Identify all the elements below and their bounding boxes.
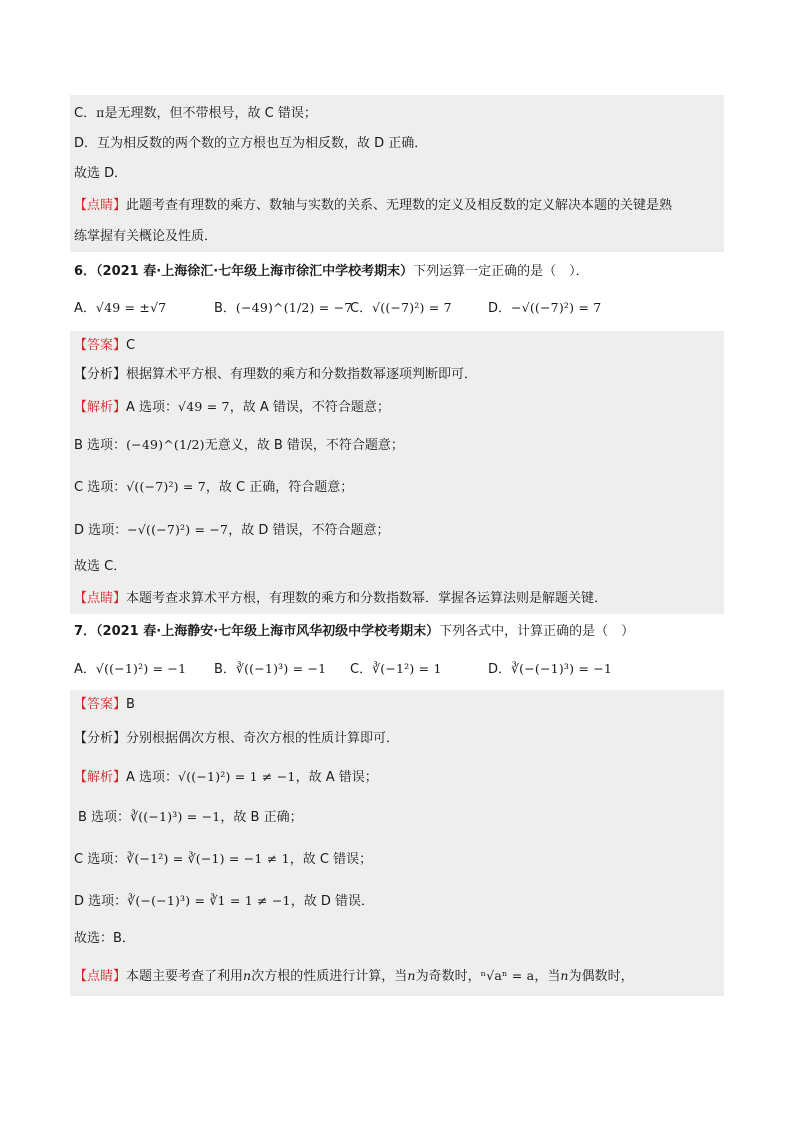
q7-stem bbox=[70, 619, 724, 645]
q7-answer bbox=[70, 690, 724, 719]
q6-options bbox=[70, 294, 724, 322]
q7-source: （2021 春·上海静安·七年级上海市风华初级中学校考期末） bbox=[96, 624, 440, 639]
q6-option-b: B．(−49)^(1/2) = −7 bbox=[214, 300, 353, 316]
option-c-prefix: C． bbox=[74, 106, 97, 121]
comment-text: 此题考查有理数的乘方、数轴与实数的关系、无理数的定义及相反数的定义解决本题的关键是熟 bbox=[126, 198, 673, 213]
q7-solution-c: C 选项：∛(−1²) = ∛(−1) = −1 ≠ 1，故 C 错误； bbox=[70, 839, 724, 879]
q6-stem-text: 下列运算一定正确的是（ ）． bbox=[413, 264, 589, 279]
analysis-tag: 【分析】 bbox=[74, 367, 127, 382]
q6-number: 6． bbox=[74, 264, 97, 279]
q7-stem-text: 下列各式中，计算正确的是（ ） bbox=[439, 624, 635, 639]
q5-option-d-explanation: D．互为相反数的两个数的立方根也互为相反数，故 D 正确． bbox=[70, 131, 724, 157]
q7-comment: 【点睛】本题主要考查了利用n次方根的性质进行计算，当n为奇数时，ⁿ√aⁿ = a，当n为偶数时， bbox=[70, 956, 724, 996]
option-c-text: 是无理数，但不带根号，故 C 错误； bbox=[104, 106, 317, 121]
analysis-text: 分别根据偶次方根、奇次方根的性质计算即可． bbox=[126, 731, 400, 746]
q6-choice: 故选 C． bbox=[70, 551, 724, 583]
comment-tag: 【点睛】 bbox=[74, 198, 127, 213]
q7-options bbox=[70, 655, 724, 683]
comment-tag: 【点睛】 bbox=[74, 969, 127, 984]
q7-solution-b: B 选项：∛((−1)³) = −1，故 B 正确； bbox=[70, 795, 724, 839]
q7-number: 7． bbox=[74, 624, 97, 639]
q7-solution-a: 【解析】A 选项：√((−1)²) = 1 ≠ −1，故 A 错误； bbox=[70, 759, 724, 795]
q7-option-d: D．∛(−(−1)³) = −1 bbox=[488, 661, 613, 677]
solution-tag: 【解析】 bbox=[74, 400, 127, 415]
q6-analysis bbox=[70, 360, 724, 389]
q6-answer bbox=[70, 331, 724, 360]
q6-solution-a: 【解析】A 选项：√49 = 7，故 A 错误，不符合题意； bbox=[70, 389, 724, 425]
q7-option-a: A．√((−1)²) = −1 bbox=[74, 661, 187, 677]
q6-solution-c: C 选项：√((−7)²) = 7，故 C 正确，符合题意； bbox=[70, 465, 724, 508]
q5-choice: 故选 D． bbox=[70, 157, 724, 190]
answer-tag: 【答案】 bbox=[74, 338, 127, 353]
q6-stem bbox=[70, 259, 724, 285]
q6-option-c: C．√((−7)²) = 7 bbox=[350, 300, 452, 316]
q5-comment-line-1 bbox=[70, 190, 724, 221]
q5-comment-line-2: 练掌握有关概论及性质． bbox=[70, 221, 724, 252]
q6-solution-b: B 选项：(−49)^(1/2)无意义，故 B 错误，不符合题意； bbox=[70, 425, 724, 465]
analysis-tag: 【分析】 bbox=[74, 731, 127, 746]
q7-analysis bbox=[70, 719, 724, 759]
pi-symbol: π bbox=[96, 105, 105, 120]
answer-value: C bbox=[126, 338, 136, 353]
q5-option-c-explanation bbox=[70, 95, 724, 131]
solution-tag: 【解析】 bbox=[74, 770, 127, 785]
q6-comment bbox=[70, 583, 724, 614]
comment-tag: 【点睛】 bbox=[74, 591, 127, 606]
q6-source: （2021 春·上海徐汇·七年级上海市徐汇中学校考期末） bbox=[96, 264, 414, 279]
answer-tag: 【答案】 bbox=[74, 697, 127, 712]
answer-value: B bbox=[126, 697, 135, 712]
q7-choice: 故选：B． bbox=[70, 922, 724, 956]
q7-solution-d: D 选项：∛(−(−1)³) = ∛1 = 1 ≠ −1，故 D 错误． bbox=[70, 879, 724, 922]
q6-solution-d: D 选项：−√((−7)²) = −7，故 D 错误，不符合题意； bbox=[70, 508, 724, 551]
q7-option-b: B．∛((−1)³) = −1 bbox=[214, 661, 327, 677]
analysis-text: 根据算术平方根、有理数的乘方和分数指数幂逐项判断即可． bbox=[126, 367, 478, 382]
q6-option-a: A．√49 = ±√7 bbox=[74, 300, 167, 316]
comment-text: 本题考查求算术平方根，有理数的乘方和分数指数幂．掌握各运算法则是解题关键． bbox=[126, 591, 608, 606]
q6-option-d: D．−√((−7)²) = 7 bbox=[488, 300, 602, 316]
q7-option-c: C．∛(−1²) = 1 bbox=[350, 661, 442, 677]
